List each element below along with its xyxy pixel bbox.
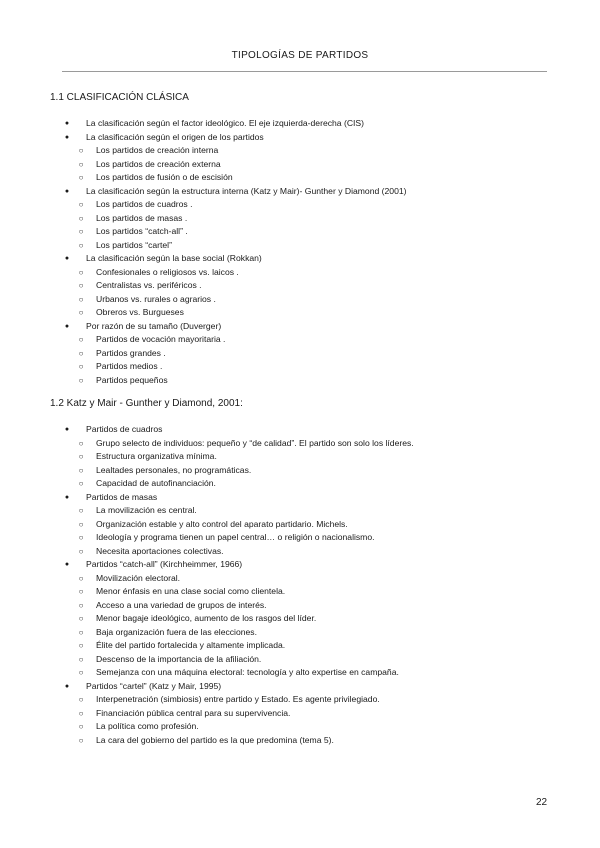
sub-list-item <box>62 333 562 347</box>
sub-list-item-text: Partidos pequeños <box>96 374 168 385</box>
circle-bullet-icon: ○ <box>78 335 84 344</box>
bullet-icon: ● <box>64 120 70 127</box>
bullet-icon: ● <box>64 561 70 568</box>
sub-list-item <box>62 599 562 613</box>
list-item <box>62 558 562 572</box>
sub-list-item <box>62 734 562 748</box>
section-2-title: 1.2 Katz y Mair - Gunther y Diamond, 2001: <box>50 398 243 409</box>
circle-bullet-icon: ○ <box>78 213 84 223</box>
sub-list-item <box>62 518 562 532</box>
sub-list-item-text: Élite del partido fortalecida y altamente implicada. <box>96 640 286 650</box>
sub-list-item-text: Los partidos de cuadros . <box>96 199 193 209</box>
bullet-icon: ● <box>64 322 70 330</box>
sub-list-item-text: Partidos medios . <box>96 361 163 371</box>
list-item <box>62 185 562 199</box>
list-item-text: La clasificación según el origen de los partidos <box>86 131 264 142</box>
sub-list-item <box>62 437 562 451</box>
sub-list-item-text: Necesita aportaciones colectivas. <box>96 545 224 556</box>
circle-bullet-icon: ○ <box>78 362 84 371</box>
sub-list-item <box>62 693 562 707</box>
sub-list-item <box>62 450 562 464</box>
sub-list-item <box>62 279 562 293</box>
sub-list-item-text: Los partidos de masas . <box>96 212 188 223</box>
circle-bullet-icon: ○ <box>78 438 84 448</box>
circle-bullet-icon: ○ <box>78 308 84 317</box>
circle-bullet-icon: ○ <box>78 668 84 677</box>
circle-bullet-icon: ○ <box>78 573 84 583</box>
circle-bullet-icon: ○ <box>78 348 84 358</box>
circle-bullet-icon: ○ <box>78 735 84 745</box>
sub-list-item <box>62 612 562 626</box>
circle-bullet-icon: ○ <box>78 695 84 704</box>
header-divider <box>62 71 547 72</box>
sub-list-item-text: Grupo selecto de individuos: pequeño y “de calidad”. El partido son solo los líderes. <box>96 437 414 448</box>
circle-bullet-icon: ○ <box>78 722 84 731</box>
list-item-text: Partidos de masas <box>86 491 158 502</box>
list-item-text: Partidos “catch-all” (Kirchheimmer, 1966) <box>86 559 243 569</box>
list-item-text: Por razón de su tamaño (Duverger) <box>86 320 222 331</box>
sub-list-item <box>62 360 562 374</box>
sub-list-item-text: Financiación pública central para su supervivencia. <box>96 707 291 718</box>
circle-bullet-icon: ○ <box>78 614 84 623</box>
sub-list-item-text: Descenso de la importancia de la afiliación. <box>96 653 262 664</box>
sub-list-item <box>62 306 562 320</box>
circle-bullet-icon: ○ <box>78 227 84 236</box>
section-2-list <box>62 423 562 747</box>
sub-list-item <box>62 531 562 545</box>
page-number: 22 <box>536 797 548 808</box>
circle-bullet-icon: ○ <box>78 146 84 155</box>
circle-bullet-icon: ○ <box>78 267 84 277</box>
sub-list-item <box>62 720 562 734</box>
circle-bullet-icon: ○ <box>78 465 84 475</box>
sub-list-item-text: Los partidos de creación externa <box>96 158 221 169</box>
circle-bullet-icon: ○ <box>78 519 84 529</box>
bullet-icon: ● <box>64 426 70 433</box>
list-item-text: La clasificación según la base social (Rokkan) <box>86 253 262 263</box>
sub-list-item-text: Capacidad de autofinanciación. <box>96 478 216 488</box>
sub-list-item-text: Los partidos de fusión o de escisión <box>96 172 233 182</box>
sub-list-item-text: Lealtades personales, no programáticas. <box>96 464 252 475</box>
list-item <box>62 680 562 694</box>
circle-bullet-icon: ○ <box>78 600 84 610</box>
sub-list-item-text: Los partidos de creación interna <box>96 145 219 155</box>
bullet-icon: ● <box>64 133 70 141</box>
page-header-title: TIPOLOGÍAS DE PARTIDOS <box>231 50 369 61</box>
circle-bullet-icon: ○ <box>78 479 84 488</box>
sub-list-item-text: Partidos de vocación mayoritaria . <box>96 334 226 344</box>
circle-bullet-icon: ○ <box>78 654 84 664</box>
sub-list-item-text: La política como profesión. <box>96 721 199 731</box>
sub-list-item-text: Confesionales o religiosos vs. laicos . <box>96 266 239 277</box>
sub-list-item <box>62 144 562 158</box>
sub-list-item-text: Baja organización fuera de las elecciones. <box>96 626 257 637</box>
sub-list-item <box>62 347 562 361</box>
circle-bullet-icon: ○ <box>78 452 84 461</box>
list-item-text: Partidos de cuadros <box>86 424 163 434</box>
sub-list-item-text: La movilización es central. <box>96 505 197 515</box>
list-item-text: Partidos “cartel” (Katz y Mair, 1995) <box>86 680 222 691</box>
sub-list-item <box>62 653 562 667</box>
bullet-icon: ● <box>64 493 70 501</box>
circle-bullet-icon: ○ <box>78 587 84 596</box>
sub-list-item <box>62 225 562 239</box>
sub-list-item <box>62 707 562 721</box>
sub-list-item <box>62 477 562 491</box>
circle-bullet-icon: ○ <box>78 708 84 718</box>
sub-list-item-text: Obreros vs. Burgueses <box>96 307 184 317</box>
sub-list-item-text: La cara del gobierno del partido es la que predomina (tema 5). <box>96 734 334 745</box>
sub-list-item <box>62 171 562 185</box>
sub-list-item-text: Menor énfasis en una clase social como clientela. <box>96 586 286 596</box>
bullet-icon: ● <box>64 187 70 195</box>
list-item <box>62 252 562 266</box>
list-item <box>62 423 562 437</box>
list-item <box>62 491 562 505</box>
circle-bullet-icon: ○ <box>78 375 84 385</box>
sub-list-item <box>62 198 562 212</box>
sub-list-item-text: Acceso a una variedad de grupos de interés. <box>96 599 267 610</box>
sub-list-item-text: Organización estable y alto control del aparato partidario. Michels. <box>96 518 348 529</box>
section-1-list <box>62 117 562 387</box>
list-item <box>62 131 562 145</box>
circle-bullet-icon: ○ <box>78 627 84 637</box>
sub-list-item-text: Urbanos vs. rurales o agrarios . <box>96 293 216 304</box>
sub-list-item-text: Los partidos “catch-all” . <box>96 226 188 236</box>
sub-list-item <box>62 545 562 559</box>
sub-list-item-text: Semejanza con una máquina electoral: tecnología y alto expertise en campaña. <box>96 667 399 677</box>
circle-bullet-icon: ○ <box>78 506 84 515</box>
sub-list-item <box>62 639 562 653</box>
bullet-icon: ● <box>64 255 70 262</box>
circle-bullet-icon: ○ <box>78 533 84 542</box>
circle-bullet-icon: ○ <box>78 159 84 169</box>
sub-list-item-text: Movilización electoral. <box>96 572 181 583</box>
bullet-icon: ● <box>64 682 70 690</box>
list-item <box>62 320 562 334</box>
sub-list-item-text: Los partidos “cartel” <box>96 239 172 250</box>
circle-bullet-icon: ○ <box>78 641 84 650</box>
sub-list-item <box>62 212 562 226</box>
sub-list-item-text: Menor bagaje ideológico, aumento de los rasgos del líder. <box>96 613 317 623</box>
list-item-text: La clasificación según el factor ideológico. El eje izquierda-derecha (CIS) <box>86 118 365 128</box>
sub-list-item <box>62 464 562 478</box>
circle-bullet-icon: ○ <box>78 294 84 304</box>
circle-bullet-icon: ○ <box>78 173 84 182</box>
list-item-text: La clasificación según la estructura interna (Katz y Mair)- Gunther y Diamond (2001) <box>86 185 407 196</box>
sub-list-item <box>62 572 562 586</box>
sub-list-item <box>62 239 562 253</box>
sub-list-item <box>62 504 562 518</box>
circle-bullet-icon: ○ <box>78 200 84 209</box>
sub-list-item <box>62 266 562 280</box>
sub-list-item <box>62 158 562 172</box>
circle-bullet-icon: ○ <box>78 240 84 250</box>
circle-bullet-icon: ○ <box>78 281 84 290</box>
sub-list-item-text: Centralistas vs. periféricos . <box>96 280 202 290</box>
sub-list-item-text: Interpenetración (simbiosis) entre partido y Estado. Es agente privilegiado. <box>96 694 380 704</box>
sub-list-item <box>62 626 562 640</box>
sub-list-item-text: Estructura organizativa mínima. <box>96 451 217 461</box>
sub-list-item <box>62 374 562 388</box>
circle-bullet-icon: ○ <box>78 546 84 556</box>
section-1-title: 1.1 CLASIFICACIÓN CLÁSICA <box>50 92 189 103</box>
list-item <box>62 117 562 131</box>
sub-list-item-text: Ideología y programa tienen un papel central… o religión o nacionalismo. <box>96 532 375 542</box>
sub-list-item <box>62 666 562 680</box>
sub-list-item <box>62 585 562 599</box>
sub-list-item <box>62 293 562 307</box>
sub-list-item-text: Partidos grandes . <box>96 347 166 358</box>
